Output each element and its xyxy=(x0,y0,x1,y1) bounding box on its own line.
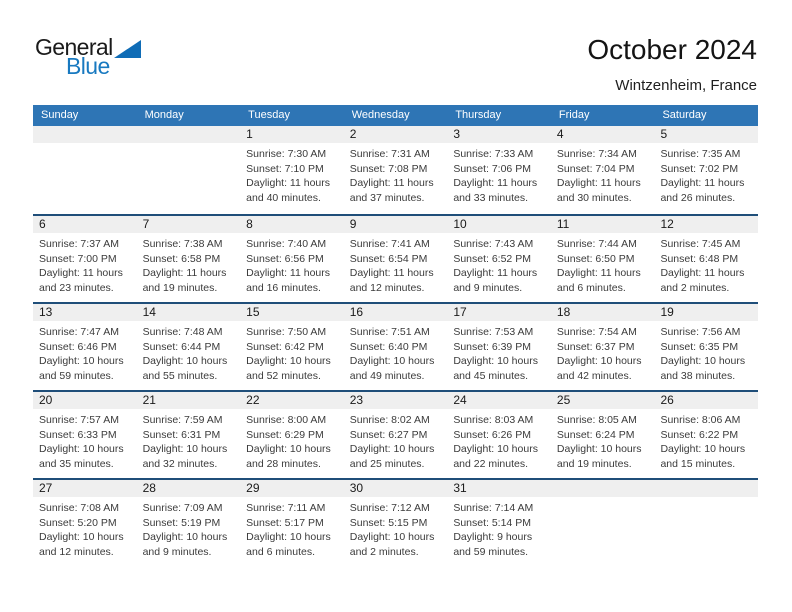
daylight-text-2: and 32 minutes. xyxy=(142,457,218,470)
calendar-cell-day-8 xyxy=(240,216,344,302)
daylight-text-2: and 42 minutes. xyxy=(556,369,632,382)
daylight-text-2: and 59 minutes. xyxy=(39,369,114,382)
day-number: 6 xyxy=(39,217,46,231)
sunrise-text: Sunrise: 8:03 AM xyxy=(453,414,534,426)
week-row-2 xyxy=(33,214,758,302)
daylight-text-2: and 28 minutes. xyxy=(246,457,321,470)
day-number: 9 xyxy=(349,217,357,231)
calendar-cell-day-2 xyxy=(344,126,448,214)
calendar-cell-day-28 xyxy=(137,480,241,566)
daylight-text-1: Daylight: 10 hours xyxy=(453,355,538,368)
daylight-text-1: Daylight: 10 hours xyxy=(39,443,124,456)
daylight-text-1: Daylight: 11 hours xyxy=(246,177,331,190)
daylight-text-2: and 2 minutes. xyxy=(349,545,419,558)
daylight-text-1: Daylight: 10 hours xyxy=(39,531,124,544)
daylight-text-2: and 6 minutes. xyxy=(556,281,626,294)
weekday-header-wednesday: Wednesday xyxy=(351,109,410,121)
calendar-cell-day-20 xyxy=(33,392,137,478)
calendar-cell-day-22 xyxy=(240,392,344,478)
day-number: 10 xyxy=(453,217,467,231)
daylight-text-2: and 38 minutes. xyxy=(660,369,736,382)
weekday-header-friday: Friday xyxy=(558,109,590,121)
calendar-cell-day-16 xyxy=(344,304,448,390)
sunset-text: Sunset: 6:37 PM xyxy=(556,340,635,353)
sunrise-text: Sunrise: 7:41 AM xyxy=(349,238,430,250)
sunrise-text: Sunrise: 7:57 AM xyxy=(39,414,119,426)
weekday-header-thursday: Thursday xyxy=(455,109,502,121)
daylight-text-2: and 12 minutes. xyxy=(349,281,425,294)
day-number: 13 xyxy=(39,305,53,319)
calendar-cell-empty xyxy=(551,480,655,566)
sunset-text: Sunset: 5:15 PM xyxy=(349,516,428,529)
daylight-text-2: and 19 minutes. xyxy=(556,457,632,470)
sunset-text: Sunset: 7:04 PM xyxy=(556,162,635,175)
sunset-text: Sunset: 6:24 PM xyxy=(556,428,635,441)
day-number: 30 xyxy=(349,481,364,495)
daylight-text-2: and 37 minutes. xyxy=(349,191,425,204)
daylight-text-2: and 9 minutes. xyxy=(453,281,523,294)
weekday-header-tuesday: Tuesday xyxy=(248,109,290,121)
sunset-text: Sunset: 5:14 PM xyxy=(453,516,531,529)
daylight-text-2: and 15 minutes. xyxy=(660,457,736,470)
calendar-cell-day-15 xyxy=(240,304,344,390)
daylight-text-1: Daylight: 10 hours xyxy=(349,355,435,368)
sunset-text: Sunset: 5:19 PM xyxy=(142,516,221,529)
week-row-4 xyxy=(33,390,758,478)
sunrise-text: Sunrise: 7:34 AM xyxy=(556,148,637,160)
sunset-text: Sunset: 6:22 PM xyxy=(660,428,739,441)
day-number: 1 xyxy=(246,127,253,141)
day-number: 19 xyxy=(660,305,674,319)
daylight-text-2: and 2 minutes. xyxy=(660,281,730,294)
day-number: 15 xyxy=(246,305,260,319)
sunset-text: Sunset: 6:40 PM xyxy=(349,340,428,353)
calendar-cell-day-23 xyxy=(344,392,448,478)
week-cells xyxy=(33,216,758,302)
sunset-text: Sunset: 6:27 PM xyxy=(349,428,428,441)
daylight-text-2: and 59 minutes. xyxy=(453,545,529,558)
calendar-cell-day-26 xyxy=(654,392,758,478)
daylight-text-1: Daylight: 9 hours xyxy=(453,531,533,544)
daylight-text-1: Daylight: 11 hours xyxy=(660,267,745,280)
daylight-text-2: and 22 minutes. xyxy=(453,457,529,470)
calendar-cell-empty xyxy=(654,480,758,566)
sunrise-text: Sunrise: 7:44 AM xyxy=(556,238,637,250)
day-number: 7 xyxy=(142,217,150,231)
daylight-text-1: Daylight: 10 hours xyxy=(246,443,331,456)
sunset-text: Sunset: 6:26 PM xyxy=(453,428,531,441)
day-number: 27 xyxy=(39,481,53,495)
daylight-text-1: Daylight: 11 hours xyxy=(660,177,745,190)
daylight-text-2: and 25 minutes. xyxy=(349,457,425,470)
day-number: 8 xyxy=(246,217,253,231)
daylight-text-1: Daylight: 11 hours xyxy=(246,267,331,280)
day-number: 24 xyxy=(453,393,467,407)
daylight-text-1: Daylight: 10 hours xyxy=(246,531,331,544)
week-row-5 xyxy=(33,478,758,566)
calendar-cell-day-18 xyxy=(551,304,655,390)
sunset-text: Sunset: 7:10 PM xyxy=(246,162,324,175)
sunrise-text: Sunrise: 7:51 AM xyxy=(349,326,430,338)
sunrise-text: Sunrise: 7:12 AM xyxy=(349,502,430,514)
daylight-text-1: Daylight: 10 hours xyxy=(142,531,228,544)
daylight-text-1: Daylight: 11 hours xyxy=(556,177,641,190)
sunrise-text: Sunrise: 7:47 AM xyxy=(39,326,119,338)
daylight-text-2: and 45 minutes. xyxy=(453,369,529,382)
daylight-text-2: and 19 minutes. xyxy=(142,281,218,294)
sunrise-text: Sunrise: 7:33 AM xyxy=(453,148,534,160)
general-blue-logo xyxy=(35,36,141,78)
sunrise-text: Sunrise: 8:02 AM xyxy=(349,414,430,426)
sunset-text: Sunset: 6:31 PM xyxy=(142,428,221,441)
page-title: October 2024 xyxy=(587,34,757,65)
daylight-text-1: Daylight: 10 hours xyxy=(660,443,746,456)
calendar-cell-day-21 xyxy=(137,392,241,478)
day-number: 23 xyxy=(349,393,364,407)
daylight-text-2: and 9 minutes. xyxy=(142,545,212,558)
daylight-text-2: and 33 minutes. xyxy=(453,191,529,204)
sunset-text: Sunset: 6:35 PM xyxy=(660,340,739,353)
daylight-text-2: and 26 minutes. xyxy=(660,191,736,204)
sunset-text: Sunset: 6:48 PM xyxy=(660,252,739,265)
daylight-text-1: Daylight: 10 hours xyxy=(39,355,124,368)
calendar-cell-day-6 xyxy=(33,216,137,302)
calendar-cell-day-30 xyxy=(344,480,448,566)
daylight-text-1: Daylight: 11 hours xyxy=(453,267,538,280)
calendar-cell-empty xyxy=(137,126,241,214)
sunrise-text: Sunrise: 7:30 AM xyxy=(246,148,327,160)
sunrise-text: Sunrise: 7:09 AM xyxy=(142,502,223,514)
calendar-grid xyxy=(33,105,758,566)
sunrise-text: Sunrise: 7:50 AM xyxy=(246,326,327,338)
sunset-text: Sunset: 5:17 PM xyxy=(246,516,324,529)
sunset-text: Sunset: 6:42 PM xyxy=(246,340,324,353)
calendar-cell-day-13 xyxy=(33,304,137,390)
logo-text-general: General xyxy=(35,34,113,60)
weekday-header-sunday: Sunday xyxy=(41,109,79,121)
sunset-text: Sunset: 6:39 PM xyxy=(453,340,531,353)
day-number: 22 xyxy=(246,393,260,407)
sunset-text: Sunset: 7:08 PM xyxy=(349,162,428,175)
sunrise-text: Sunrise: 7:37 AM xyxy=(39,238,119,250)
calendar-cell-day-5 xyxy=(654,126,758,214)
week-cells xyxy=(33,480,758,566)
calendar-cell-day-7 xyxy=(137,216,241,302)
sunrise-text: Sunrise: 7:53 AM xyxy=(453,326,534,338)
daylight-text-2: and 16 minutes. xyxy=(246,281,321,294)
daylight-text-1: Daylight: 10 hours xyxy=(142,443,228,456)
day-number: 12 xyxy=(660,217,674,231)
sunrise-text: Sunrise: 7:35 AM xyxy=(660,148,741,160)
daylight-text-2: and 23 minutes. xyxy=(39,281,114,294)
sunrise-text: Sunrise: 7:14 AM xyxy=(453,502,534,514)
sunrise-text: Sunrise: 7:08 AM xyxy=(39,502,119,514)
sunset-text: Sunset: 6:44 PM xyxy=(142,340,221,353)
daylight-text-2: and 55 minutes. xyxy=(142,369,218,382)
daylight-text-1: Daylight: 11 hours xyxy=(349,177,434,190)
daylight-text-1: Daylight: 10 hours xyxy=(556,443,642,456)
sunset-text: Sunset: 7:02 PM xyxy=(660,162,739,175)
weekday-header-row xyxy=(33,105,758,126)
daylight-text-1: Daylight: 10 hours xyxy=(349,443,435,456)
calendar-cell-day-3 xyxy=(447,126,551,214)
daylight-text-1: Daylight: 11 hours xyxy=(349,267,434,280)
calendar-cell-day-31 xyxy=(447,480,551,566)
sunset-text: Sunset: 6:46 PM xyxy=(39,340,117,353)
day-number: 14 xyxy=(142,305,156,319)
day-number: 2 xyxy=(349,127,357,141)
weekday-header-monday: Monday xyxy=(144,109,184,121)
day-number: 20 xyxy=(39,393,53,407)
sunrise-text: Sunrise: 7:40 AM xyxy=(246,238,327,250)
calendar-cell-day-29 xyxy=(240,480,344,566)
sunset-text: Sunset: 6:50 PM xyxy=(556,252,635,265)
daylight-text-1: Daylight: 11 hours xyxy=(556,267,641,280)
sunrise-text: Sunrise: 7:48 AM xyxy=(142,326,223,338)
sunrise-text: Sunrise: 7:45 AM xyxy=(660,238,741,250)
day-number: 17 xyxy=(453,305,467,319)
sunrise-text: Sunrise: 8:00 AM xyxy=(246,414,327,426)
calendar-cell-day-27 xyxy=(33,480,137,566)
day-number: 16 xyxy=(349,305,364,319)
daylight-text-1: Daylight: 10 hours xyxy=(453,443,538,456)
day-number: 4 xyxy=(556,127,564,141)
weekday-header-saturday: Saturday xyxy=(662,109,707,121)
calendar-cell-empty xyxy=(33,126,137,214)
calendar-cell-day-9 xyxy=(344,216,448,302)
daylight-text-1: Daylight: 10 hours xyxy=(349,531,435,544)
daylight-text-2: and 6 minutes. xyxy=(246,545,316,558)
daylight-text-2: and 12 minutes. xyxy=(39,545,114,558)
daylight-text-2: and 30 minutes. xyxy=(556,191,632,204)
day-number: 21 xyxy=(142,393,156,407)
calendar-cell-day-17 xyxy=(447,304,551,390)
daylight-text-2: and 35 minutes. xyxy=(39,457,114,470)
page-subtitle: Wintzenheim, France xyxy=(615,77,757,94)
calendar-cell-day-1 xyxy=(240,126,344,214)
day-number: 25 xyxy=(556,393,571,407)
sunrise-text: Sunrise: 7:38 AM xyxy=(142,238,223,250)
calendar-cell-day-10 xyxy=(447,216,551,302)
day-number: 3 xyxy=(453,127,460,141)
daylight-text-1: Daylight: 11 hours xyxy=(39,267,123,280)
week-row-1 xyxy=(33,126,758,214)
daylight-text-2: and 49 minutes. xyxy=(349,369,425,382)
daylight-text-1: Daylight: 10 hours xyxy=(660,355,746,368)
calendar-cell-day-14 xyxy=(137,304,241,390)
sunrise-text: Sunrise: 7:56 AM xyxy=(660,326,741,338)
day-number: 5 xyxy=(660,127,668,141)
calendar-cell-day-12 xyxy=(654,216,758,302)
calendar-cell-day-4 xyxy=(551,126,655,214)
calendar-cell-day-25 xyxy=(551,392,655,478)
calendar-weeks xyxy=(33,126,758,566)
sunrise-text: Sunrise: 8:06 AM xyxy=(660,414,741,426)
sunrise-text: Sunrise: 8:05 AM xyxy=(556,414,637,426)
daylight-text-2: and 52 minutes. xyxy=(246,369,321,382)
sunset-text: Sunset: 6:56 PM xyxy=(246,252,324,265)
sunrise-text: Sunrise: 7:43 AM xyxy=(453,238,534,250)
day-number: 11 xyxy=(556,217,570,231)
day-number: 28 xyxy=(142,481,156,495)
sunset-text: Sunset: 7:00 PM xyxy=(39,252,117,265)
sunrise-text: Sunrise: 7:54 AM xyxy=(556,326,637,338)
daylight-text-1: Daylight: 11 hours xyxy=(453,177,538,190)
day-number: 29 xyxy=(246,481,260,495)
calendar-cell-day-24 xyxy=(447,392,551,478)
daylight-text-1: Daylight: 10 hours xyxy=(246,355,331,368)
day-number: 26 xyxy=(660,393,674,407)
daylight-text-1: Daylight: 10 hours xyxy=(142,355,228,368)
sunset-text: Sunset: 5:20 PM xyxy=(39,516,117,529)
week-row-3 xyxy=(33,302,758,390)
week-cells xyxy=(33,126,758,214)
daylight-text-1: Daylight: 11 hours xyxy=(142,267,227,280)
logo-text-blue: Blue xyxy=(66,53,110,79)
logo-triangle-icon xyxy=(114,38,141,58)
sunset-text: Sunset: 6:52 PM xyxy=(453,252,531,265)
sunset-text: Sunset: 6:33 PM xyxy=(39,428,117,441)
day-number: 31 xyxy=(453,481,467,495)
sunset-text: Sunset: 7:06 PM xyxy=(453,162,531,175)
sunrise-text: Sunrise: 7:11 AM xyxy=(246,502,326,514)
daylight-text-1: Daylight: 10 hours xyxy=(556,355,642,368)
sunset-text: Sunset: 6:54 PM xyxy=(349,252,428,265)
week-cells xyxy=(33,304,758,390)
sunrise-text: Sunrise: 7:59 AM xyxy=(142,414,223,426)
daylight-text-2: and 40 minutes. xyxy=(246,191,321,204)
week-cells xyxy=(33,392,758,478)
calendar-cell-day-19 xyxy=(654,304,758,390)
sunset-text: Sunset: 6:58 PM xyxy=(142,252,221,265)
calendar-cell-day-11 xyxy=(551,216,655,302)
sunrise-text: Sunrise: 7:31 AM xyxy=(349,148,430,160)
day-number: 18 xyxy=(556,305,571,319)
sunset-text: Sunset: 6:29 PM xyxy=(246,428,324,441)
